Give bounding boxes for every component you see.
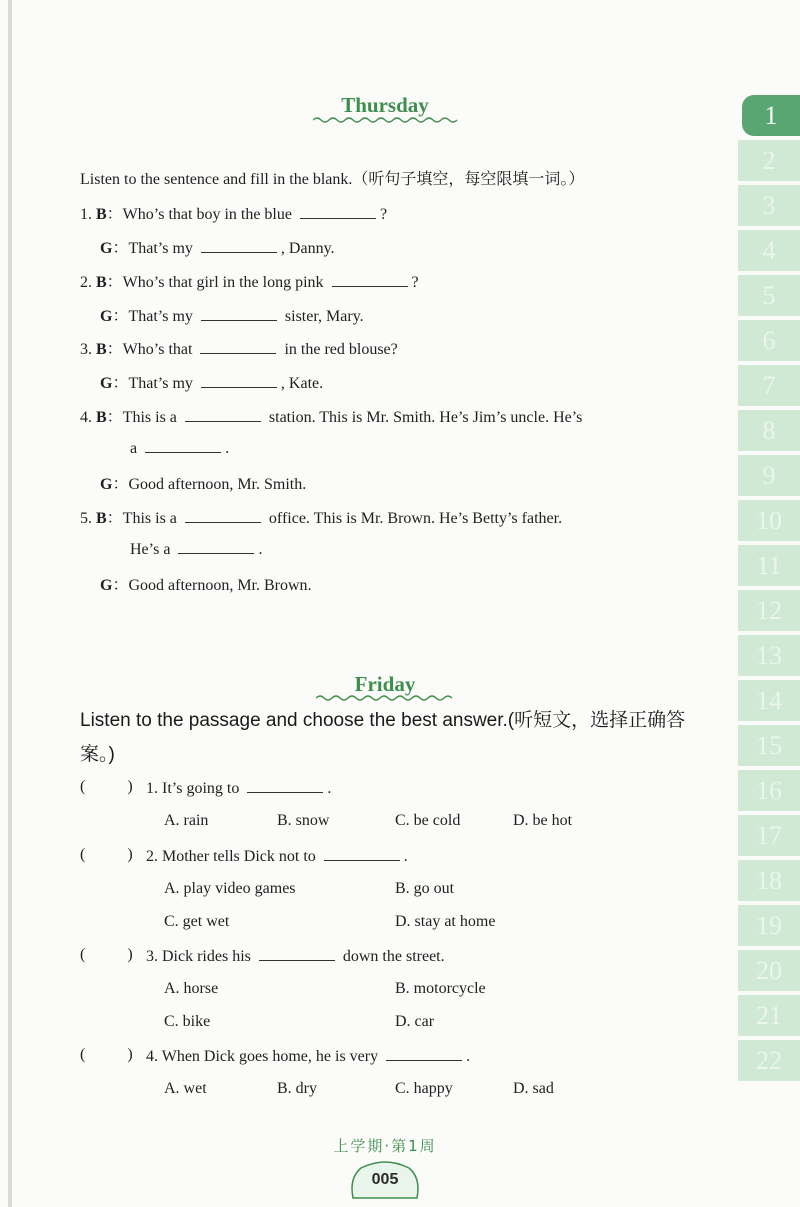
week-tab-12[interactable]: 12	[738, 590, 800, 631]
week-tab-22[interactable]: 22	[738, 1040, 800, 1081]
week-tab-16[interactable]: 16	[738, 770, 800, 811]
thursday-instruction: Listen to the sentence and fill in the blank.（听句子填空，每空限填一词。）	[80, 171, 585, 188]
thursday-line-12: G：Good afternoon, Mr. Brown.	[100, 577, 312, 594]
answer-blank[interactable]	[332, 272, 408, 287]
thursday-line-1: 1. B：Who’s that boy in the blue ?	[80, 206, 388, 223]
thursday-line-3: 2. B：Who’s that girl in the long pink ?	[80, 274, 419, 291]
thursday-wave-underline	[313, 116, 459, 124]
q2-option-d: D. stay at home	[395, 913, 496, 930]
friday-instruction: Listen to the passage and choose the best answer.(听短文，选择正确答案。)	[80, 710, 686, 765]
thursday-title: Thursday	[341, 93, 429, 117]
question-3: 3. Dick rides his down the street.	[146, 948, 445, 965]
answer-blank	[386, 1046, 462, 1061]
answer-paren[interactable]: ( )	[80, 1046, 133, 1063]
answer-blank[interactable]	[178, 539, 254, 554]
week-tab-10[interactable]: 10	[738, 500, 800, 541]
answer-blank[interactable]	[201, 373, 277, 388]
q1-option-c: C. be cold	[395, 812, 461, 829]
thursday-line-7: 4. B：This is a station. This is Mr. Smith. He’s Jim’s uncle. He’s	[80, 409, 583, 426]
q4-option-b: B. dry	[277, 1080, 317, 1097]
week-tab-13[interactable]: 13	[738, 635, 800, 676]
answer-paren[interactable]: ( )	[80, 946, 133, 963]
answer-blank	[259, 946, 335, 961]
week-tab-1[interactable]: 1	[742, 95, 800, 136]
q4-option-d: D. sad	[513, 1080, 554, 1097]
thursday-line-6: G：That’s my , Kate.	[100, 375, 324, 392]
answer-paren[interactable]: ( )	[80, 778, 133, 795]
answer-blank	[324, 846, 400, 861]
page-number: 005	[371, 1171, 399, 1188]
answer-paren[interactable]: ( )	[80, 846, 133, 863]
thursday-line-11: He’s a .	[130, 541, 263, 558]
q2-option-c: C. get wet	[164, 913, 230, 930]
answer-blank[interactable]	[201, 306, 277, 321]
week-tab-7[interactable]: 7	[738, 365, 800, 406]
thursday-line-5: 3. B：Who’s that in the red blouse?	[80, 341, 398, 358]
week-tab-14[interactable]: 14	[738, 680, 800, 721]
q3-option-d: D. car	[395, 1013, 435, 1030]
q1-option-b: B. snow	[277, 812, 330, 829]
q3-option-b: B. motorcycle	[395, 980, 486, 997]
answer-blank[interactable]	[185, 407, 261, 422]
answer-blank[interactable]	[200, 339, 276, 354]
week-tab-18[interactable]: 18	[738, 860, 800, 901]
answer-blank[interactable]	[201, 238, 277, 253]
answer-blank[interactable]	[145, 438, 221, 453]
thursday-line-10: 5. B：This is a office. This is Mr. Brown. He’s Betty’s father.	[80, 510, 563, 527]
question-4: 4. When Dick goes home, he is very .	[146, 1048, 471, 1065]
answer-blank[interactable]	[185, 508, 261, 523]
thursday-line-2: G：That’s my , Danny.	[100, 240, 335, 257]
answer-blank[interactable]	[300, 204, 376, 219]
week-tab-5[interactable]: 5	[738, 275, 800, 316]
week-tab-11[interactable]: 11	[738, 545, 800, 586]
thursday-line-4: G：That’s my sister, Mary.	[100, 308, 364, 325]
week-tab-6[interactable]: 6	[738, 320, 800, 361]
q1-option-d: D. be hot	[513, 812, 573, 829]
week-tab-2[interactable]: 2	[738, 140, 800, 181]
q2-option-b: B. go out	[395, 880, 455, 897]
q3-option-c: C. bike	[164, 1013, 211, 1030]
week-tab-17[interactable]: 17	[738, 815, 800, 856]
thursday-line-8: a .	[130, 440, 230, 457]
week-tab-4[interactable]: 4	[738, 230, 800, 271]
question-1: 1. It’s going to .	[146, 780, 332, 797]
week-tab-8[interactable]: 8	[738, 410, 800, 451]
q4-option-c: C. happy	[395, 1080, 453, 1097]
week-tab-20[interactable]: 20	[738, 950, 800, 991]
page-binding-edge	[8, 0, 12, 1207]
week-tab-19[interactable]: 19	[738, 905, 800, 946]
q2-option-a: A. play video games	[164, 880, 296, 897]
week-tab-15[interactable]: 15	[738, 725, 800, 766]
answer-blank	[247, 778, 323, 793]
q3-option-a: A. horse	[164, 980, 219, 997]
week-tab-9[interactable]: 9	[738, 455, 800, 496]
footer-week-label: 上学期·第1周	[333, 1137, 437, 1155]
friday-title: Friday	[354, 672, 416, 696]
friday-wave-underline	[316, 694, 456, 702]
week-tab-3[interactable]: 3	[738, 185, 800, 226]
thursday-line-9: G：Good afternoon, Mr. Smith.	[100, 476, 307, 493]
question-2: 2. Mother tells Dick not to .	[146, 848, 408, 865]
week-tab-21[interactable]: 21	[738, 995, 800, 1036]
q4-option-a: A. wet	[164, 1080, 207, 1097]
q1-option-a: A. rain	[164, 812, 209, 829]
